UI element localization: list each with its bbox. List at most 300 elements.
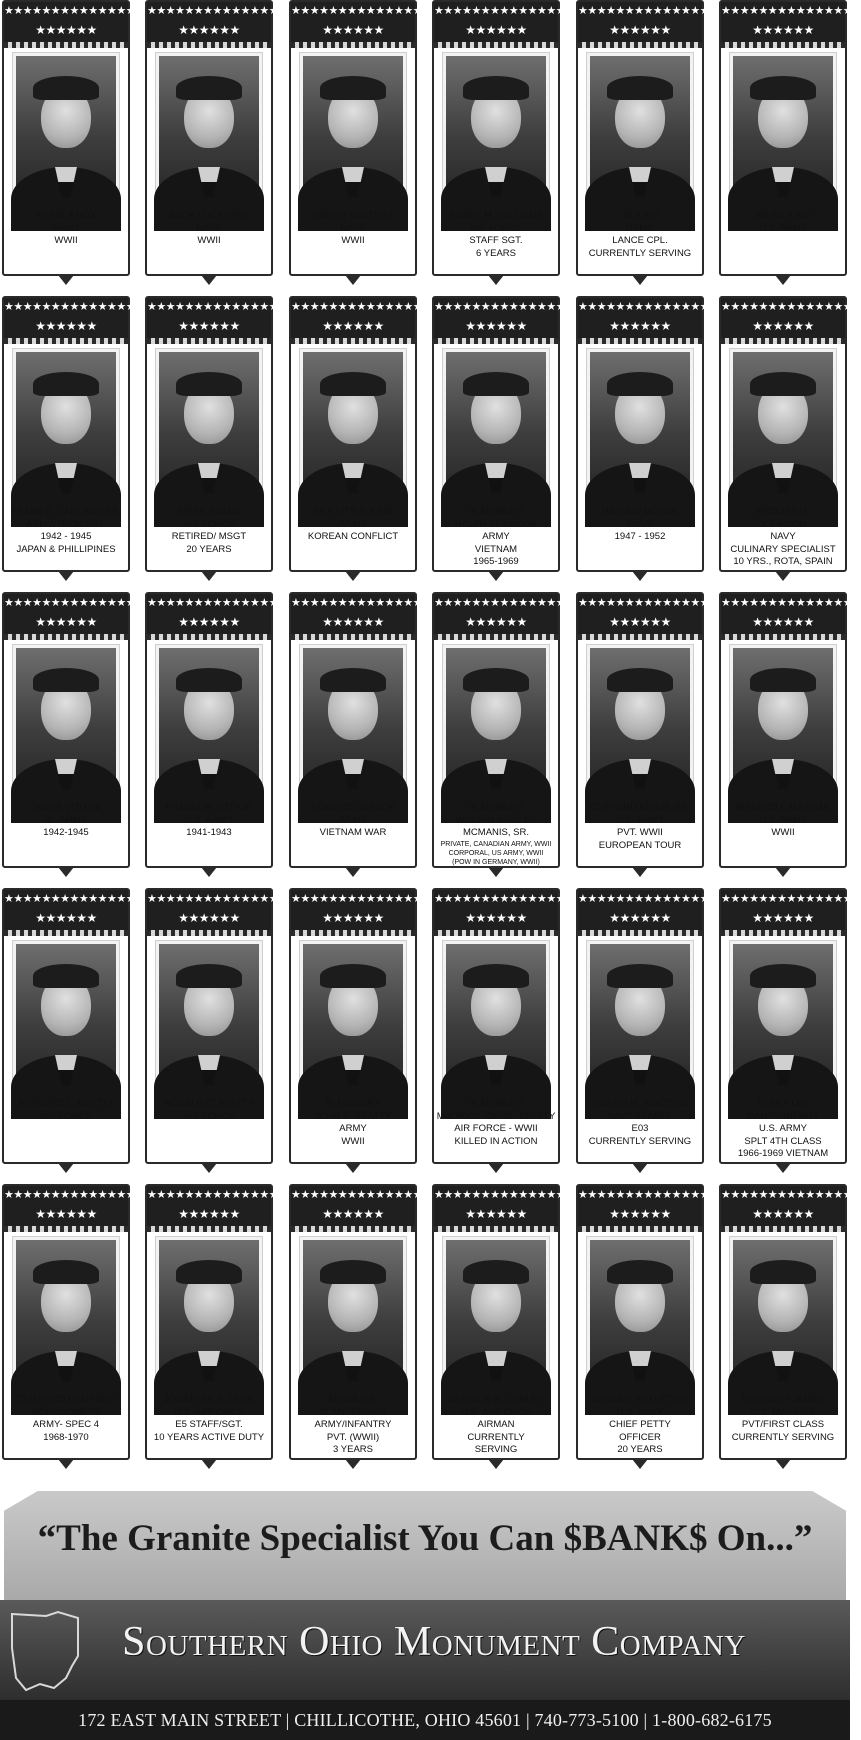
caption-line: JAPAN & PHILLIPINES xyxy=(16,543,116,555)
pennant-tab xyxy=(201,571,217,581)
bunting-trim xyxy=(4,930,128,936)
pennant-tab xyxy=(345,1459,361,1469)
star-row-top: ★★★★★★★★★★★★★★★ xyxy=(578,300,719,313)
veteran-portrait xyxy=(159,944,259,1091)
veteran-portrait xyxy=(590,1240,690,1387)
card-body xyxy=(719,1184,861,1460)
caption-line: 1942-1945 xyxy=(43,827,89,838)
star-row-bottom: ★★★★★★ xyxy=(465,319,527,333)
star-row-bottom: ★★★★★★ xyxy=(35,615,97,629)
star-row-bottom: ★★★★★★ xyxy=(465,911,527,925)
veteran-card xyxy=(145,592,288,878)
veteran-portrait xyxy=(303,56,403,203)
veteran-caption xyxy=(6,506,126,556)
veteran-portrait xyxy=(446,352,546,499)
star-row-bottom: ★★★★★★ xyxy=(35,23,97,37)
caption-line: U.. ARMY xyxy=(45,814,87,826)
star-banner xyxy=(147,298,288,338)
caption-line: LANCE CPL. xyxy=(612,235,668,246)
bunting-trim xyxy=(4,338,128,344)
veteran-card xyxy=(576,592,719,878)
caption-line: CURRENTLY SERVING xyxy=(588,247,692,259)
photo-frame xyxy=(586,52,694,207)
veteran-portrait xyxy=(16,1240,116,1387)
caption-line: 1947 - 1952 xyxy=(614,531,666,542)
caption-line: NAVY xyxy=(196,222,222,234)
caption-line: 10 YRS., ROTA, SPAIN xyxy=(733,556,833,567)
veteran-card xyxy=(289,888,432,1174)
caption-line: U.S. AIRFORCE xyxy=(461,1406,531,1418)
veteran-portrait xyxy=(159,352,259,499)
star-row-top: ★★★★★★★★★★★★★★★ xyxy=(291,892,432,905)
veteran-caption xyxy=(6,1394,126,1444)
star-banner xyxy=(434,594,575,634)
star-row-top: ★★★★★★★★★★★★★★★ xyxy=(4,300,145,313)
caption-line: SERVING xyxy=(474,1444,518,1455)
bunting-trim xyxy=(434,634,558,640)
star-banner xyxy=(291,1186,432,1226)
veteran-caption xyxy=(149,1394,269,1444)
pennant-tab xyxy=(345,1163,361,1173)
veteran-caption xyxy=(149,802,269,840)
caption-line: PVT. WWII xyxy=(617,827,663,838)
photo-frame xyxy=(12,348,120,503)
pennant-tab xyxy=(488,867,504,877)
bunting-trim xyxy=(4,634,128,640)
photo-frame xyxy=(299,1236,407,1391)
veteran-caption xyxy=(436,1098,556,1148)
star-banner xyxy=(4,594,145,634)
caption-line: BUCK LOCKHART xyxy=(168,210,250,221)
caption-line: PVT. (WWII) xyxy=(326,1431,380,1443)
star-row-top: ★★★★★★★★★★★★★★★ xyxy=(291,596,432,609)
caption-line: SPLT 4TH CLASS xyxy=(744,1135,822,1147)
star-row-bottom: ★★★★★★ xyxy=(322,911,384,925)
veteran-card xyxy=(576,888,719,1174)
card-body xyxy=(289,592,432,868)
photo-frame xyxy=(12,1236,120,1391)
pennant-tab xyxy=(201,1163,217,1173)
bunting-trim xyxy=(721,338,845,344)
caption-line: MAURICE “GENE” BEATTY xyxy=(436,1110,556,1122)
pennant-tab xyxy=(775,1459,791,1469)
caption-line: U.S. ARMY xyxy=(184,814,234,826)
card-body xyxy=(2,0,145,276)
veteran-portrait xyxy=(16,56,116,203)
veteran-card xyxy=(719,296,861,582)
veteran-caption xyxy=(293,1098,413,1148)
star-row-bottom: ★★★★★★ xyxy=(178,23,240,37)
star-row-top: ★★★★★★★★★★★★★★★ xyxy=(147,892,288,905)
bunting-trim xyxy=(721,1226,845,1232)
veteran-caption xyxy=(149,506,269,556)
caption-line: CURRENTLY SERVING xyxy=(731,1431,835,1443)
caption-line: ARNOLD E. xyxy=(327,1394,379,1405)
caption-line: U.S. ARMY xyxy=(758,814,808,826)
card-body xyxy=(432,592,575,868)
veteran-caption xyxy=(723,1394,843,1444)
star-row-bottom: ★★★★★★ xyxy=(465,615,527,629)
caption-line: MONTGOMERY xyxy=(30,1406,102,1418)
caption-line: ARMY/TECH SGT. xyxy=(26,518,106,530)
star-banner xyxy=(578,298,719,338)
star-banner xyxy=(578,594,719,634)
pennant-tab xyxy=(58,1459,74,1469)
photo-frame xyxy=(299,644,407,799)
star-row-top: ★★★★★★★★★★★★★★★ xyxy=(721,596,861,609)
star-banner xyxy=(721,298,861,338)
veteran-portrait xyxy=(159,648,259,795)
card-body xyxy=(576,296,719,572)
bunting-trim xyxy=(721,42,845,48)
veteran-card xyxy=(432,1184,575,1470)
caption-line: BLANKENSHIP xyxy=(319,1406,387,1418)
star-row-top: ★★★★★★★★★★★★★★★ xyxy=(434,596,575,609)
star-row-top: ★★★★★★★★★★★★★★★ xyxy=(721,1188,861,1201)
caption-line: CHIEF PETTY xyxy=(609,1419,671,1430)
bunting-trim xyxy=(578,338,702,344)
pennant-tab xyxy=(775,571,791,581)
card-body xyxy=(576,888,719,1164)
veteran-portrait xyxy=(303,944,403,1091)
star-banner xyxy=(4,2,145,42)
star-row-top: ★★★★★★★★★★★★★★★ xyxy=(147,596,288,609)
pennant-tab xyxy=(201,275,217,285)
caption-line: ARMY/INFANTRY xyxy=(314,1419,392,1430)
caption-line: ARMY xyxy=(52,222,80,234)
photo-frame xyxy=(299,52,407,207)
bunting-trim xyxy=(721,930,845,936)
star-row-bottom: ★★★★★★ xyxy=(322,615,384,629)
star-row-bottom: ★★★★★★ xyxy=(178,319,240,333)
caption-line: U.S. MARINES xyxy=(750,1406,816,1418)
bunting-trim xyxy=(578,930,702,936)
veteran-portrait xyxy=(446,648,546,795)
caption-line: EUROPEAN TOUR xyxy=(598,839,682,851)
caption-line: E5 STAFF/SGT. xyxy=(175,1419,243,1430)
card-body xyxy=(145,888,288,1164)
veteran-card xyxy=(289,1184,432,1470)
address-bar xyxy=(0,1700,850,1740)
pennant-tab xyxy=(632,867,648,877)
veteran-caption xyxy=(6,210,126,248)
caption-line: 1968-1970 xyxy=(43,1431,89,1443)
veteran-portrait xyxy=(446,944,546,1091)
veteran-caption xyxy=(436,802,556,867)
caption-line: CULINARY SPECIALIST xyxy=(730,543,836,555)
veteran-portrait xyxy=(733,56,833,203)
photo-frame xyxy=(586,644,694,799)
veteran-caption xyxy=(723,210,843,235)
veteran-portrait xyxy=(733,352,833,499)
photo-frame xyxy=(155,940,263,1095)
caption-line: NAVY xyxy=(770,531,796,542)
caption-line: JOHN R. BEATTY xyxy=(314,1110,392,1122)
caption-line: BROOKS H. xyxy=(756,506,810,517)
caption-line: VIETNAM WAR xyxy=(319,827,387,838)
bunting-trim xyxy=(147,42,271,48)
slogan-panel xyxy=(0,1491,850,1601)
caption-line: WWII xyxy=(771,827,795,838)
veteran-card xyxy=(719,592,861,878)
caption-line: WWII xyxy=(341,235,365,246)
photo-frame xyxy=(299,940,407,1095)
pennant-tab xyxy=(775,1163,791,1173)
caption-line: ARMY- SPEC 4 xyxy=(32,1419,100,1430)
caption-line: 6 YEARS xyxy=(476,247,516,259)
caption-detail-line: PRIVATE, CANADIAN ARMY, WWII xyxy=(440,840,552,848)
veteran-card xyxy=(2,592,145,878)
card-body xyxy=(432,1184,575,1460)
star-row-bottom: ★★★★★★ xyxy=(35,319,97,333)
card-body xyxy=(719,888,861,1164)
veteran-portrait xyxy=(16,944,116,1091)
photo-frame xyxy=(442,644,550,799)
photo-frame xyxy=(442,940,550,1095)
card-body xyxy=(289,1184,432,1460)
caption-line: CURRENTLY xyxy=(467,1431,525,1443)
pennant-tab xyxy=(488,571,504,581)
veteran-card xyxy=(576,0,719,286)
star-banner xyxy=(578,2,719,42)
caption-line: RONALD C. BEATTY xyxy=(163,1098,255,1109)
caption-line: CLIFFORD DEMPSEY xyxy=(17,1394,115,1405)
bunting-trim xyxy=(147,1226,271,1232)
pennant-tab xyxy=(58,571,74,581)
caption-line: NAVY xyxy=(627,518,653,530)
star-row-bottom: ★★★★★★ xyxy=(35,1207,97,1221)
caption-line: 3 YEARS xyxy=(333,1444,373,1455)
star-row-top: ★★★★★★★★★★★★★★★ xyxy=(147,1188,288,1201)
star-row-top: ★★★★★★★★★★★★★★★ xyxy=(4,892,145,905)
star-banner xyxy=(578,890,719,930)
caption-line: FRANK E. CARLSON SR. xyxy=(10,506,122,517)
caption-line: HIBERT WINTERS xyxy=(312,210,394,221)
star-banner xyxy=(578,1186,719,1226)
star-row-top: ★★★★★★★★★★★★★★★ xyxy=(721,4,861,17)
veteran-caption xyxy=(6,802,126,840)
caption-line: USMC xyxy=(626,222,654,234)
caption-line: IN MEMORY xyxy=(325,1098,381,1109)
veteran-caption xyxy=(149,210,269,248)
pennant-tab xyxy=(632,275,648,285)
star-banner xyxy=(721,594,861,634)
caption-line: MICHAEL PELLETIER xyxy=(592,1394,688,1405)
card-body xyxy=(719,0,861,276)
veteran-caption xyxy=(293,210,413,248)
bunting-trim xyxy=(4,1226,128,1232)
star-row-bottom: ★★★★★★ xyxy=(609,319,671,333)
veteran-caption xyxy=(723,1098,843,1161)
card-body xyxy=(289,0,432,276)
company-name: Southern Ohio Monument Company xyxy=(122,1619,746,1665)
star-row-top: ★★★★★★★★★★★★★★★ xyxy=(147,300,288,313)
caption-line: U.S. ARMY xyxy=(758,1123,808,1134)
caption-line: AIR FORCE xyxy=(183,1110,235,1122)
veteran-portrait xyxy=(590,944,690,1091)
caption-line: OFFICER xyxy=(619,1431,661,1443)
star-row-top: ★★★★★★★★★★★★★★★ xyxy=(291,300,432,313)
star-banner xyxy=(434,2,575,42)
photo-frame xyxy=(155,52,263,207)
photo-frame xyxy=(155,1236,263,1391)
caption-line: VIETNAM xyxy=(474,543,518,555)
photo-frame xyxy=(442,52,550,207)
bunting-trim xyxy=(4,42,128,48)
veteran-card xyxy=(432,592,575,878)
card-body xyxy=(289,888,432,1164)
card-body xyxy=(2,296,145,572)
star-banner xyxy=(147,890,288,930)
bunting-trim xyxy=(291,338,415,344)
photo-frame xyxy=(155,348,263,503)
caption-line: REX LITTLEJOHN xyxy=(313,506,393,517)
star-row-bottom: ★★★★★★ xyxy=(178,911,240,925)
caption-line: JAMES VITITOE xyxy=(30,802,102,813)
bunting-trim xyxy=(291,634,415,640)
caption-line: WILLIAM WESLEY xyxy=(455,814,537,826)
veteran-caption xyxy=(436,506,556,569)
caption-detail-line: (POW IN GERMANY, WWII) xyxy=(452,858,540,866)
veteran-caption xyxy=(580,1098,700,1148)
photo-frame xyxy=(729,940,837,1095)
veteran-caption xyxy=(723,802,843,840)
pennant-tab xyxy=(488,1163,504,1173)
photo-frame xyxy=(442,348,550,503)
card-body xyxy=(145,1184,288,1460)
caption-line: CLIFFORD KISOR, SR. xyxy=(589,802,691,813)
caption-line: PVT/FIRST CLASS xyxy=(741,1419,825,1430)
caption-line: DERRICK B. CONLEY xyxy=(447,1394,545,1405)
veteran-portrait xyxy=(446,56,546,203)
veteran-card xyxy=(2,888,145,1174)
caption-line: WWII xyxy=(341,1135,365,1147)
veteran-portrait xyxy=(303,1240,403,1387)
veteran-caption xyxy=(293,506,413,544)
veteran-card xyxy=(145,1184,288,1470)
star-banner xyxy=(434,890,575,930)
caption-line: IN MEMORY xyxy=(468,802,524,813)
card-body xyxy=(719,592,861,868)
star-row-bottom: ★★★★★★ xyxy=(322,319,384,333)
photo-frame xyxy=(12,644,120,799)
veteran-card xyxy=(289,296,432,582)
veteran-portrait xyxy=(16,648,116,795)
bunting-trim xyxy=(578,1226,702,1232)
bunting-trim xyxy=(291,1226,415,1232)
star-row-bottom: ★★★★★★ xyxy=(609,615,671,629)
bunting-trim xyxy=(434,42,558,48)
star-row-bottom: ★★★★★★ xyxy=(609,23,671,37)
pennant-tab xyxy=(632,571,648,581)
caption-line: BRIAN EVANS xyxy=(177,506,241,517)
caption-detail-line: CORPORAL, US ARMY, WWII xyxy=(448,849,544,857)
caption-line: WILLARD CALLAHAN xyxy=(735,802,831,813)
star-banner xyxy=(721,890,861,930)
caption-line: ARMY xyxy=(482,531,510,542)
star-row-top: ★★★★★★★★★★★★★★★ xyxy=(578,4,719,17)
caption-line: IN MEMORY xyxy=(468,1098,524,1109)
star-row-bottom: ★★★★★★ xyxy=(322,23,384,37)
veteran-portrait xyxy=(590,352,690,499)
caption-line: AIR FORCE xyxy=(40,1110,92,1122)
card-body xyxy=(576,0,719,276)
star-banner xyxy=(434,298,575,338)
veteran-card xyxy=(289,0,432,286)
veteran-card xyxy=(2,296,145,582)
veteran-card xyxy=(145,888,288,1174)
caption-line: JOHNSON xyxy=(759,518,807,530)
pennant-tab xyxy=(58,275,74,285)
star-banner xyxy=(434,1186,575,1226)
veteran-portrait xyxy=(733,944,833,1091)
star-row-top: ★★★★★★★★★★★★★★★ xyxy=(578,596,719,609)
caption-line: DUSTIN M. WALTERS xyxy=(591,1098,689,1109)
star-banner xyxy=(147,594,288,634)
star-row-top: ★★★★★★★★★★★★★★★ xyxy=(4,4,145,17)
veteran-card xyxy=(576,1184,719,1470)
star-row-top: ★★★★★★★★★★★★★★★ xyxy=(291,1188,432,1201)
pennant-tab xyxy=(775,867,791,877)
veteran-caption xyxy=(436,210,556,260)
card-body xyxy=(2,592,145,868)
caption-line: NAVY xyxy=(340,222,366,234)
caption-line: CURRENTLY SERVING xyxy=(588,1135,692,1147)
star-row-top: ★★★★★★★★★★★★★★★ xyxy=(578,892,719,905)
caption-line: U.S. AIRFORCE xyxy=(174,1406,244,1418)
photo-frame xyxy=(729,644,837,799)
star-row-bottom: ★★★★★★ xyxy=(609,1207,671,1221)
veteran-caption xyxy=(580,506,700,544)
veteran-card xyxy=(432,0,575,286)
caption-line: AIR FORCE xyxy=(470,222,522,234)
star-row-bottom: ★★★★★★ xyxy=(465,1207,527,1221)
bunting-trim xyxy=(147,338,271,344)
veteran-portrait xyxy=(303,648,403,795)
card-body xyxy=(432,296,575,572)
bunting-trim xyxy=(434,1226,558,1232)
star-row-top: ★★★★★★★★★★★★★★★ xyxy=(578,1188,719,1201)
company-panel xyxy=(0,1600,850,1700)
veteran-card xyxy=(2,1184,145,1470)
caption-line: U.S. ARMY xyxy=(758,222,808,234)
caption-line: PEARL KNOX xyxy=(35,210,97,221)
card-body xyxy=(576,592,719,868)
caption-line: CANTERBERRY xyxy=(747,1110,819,1122)
photo-frame xyxy=(12,940,120,1095)
pennant-tab xyxy=(488,275,504,285)
pennant-tab xyxy=(488,1459,504,1469)
veteran-portrait xyxy=(590,648,690,795)
caption-line: U.S. ARMY xyxy=(615,814,665,826)
caption-line: BERNARD L. BEATTY xyxy=(18,1098,114,1109)
card-body xyxy=(145,296,288,572)
photo-frame xyxy=(729,1236,837,1391)
veteran-portrait xyxy=(446,1240,546,1387)
star-row-bottom: ★★★★★★ xyxy=(752,911,814,925)
photo-frame xyxy=(729,52,837,207)
photo-frame xyxy=(586,1236,694,1391)
star-row-top: ★★★★★★★★★★★★★★★ xyxy=(4,1188,145,1201)
star-row-bottom: ★★★★★★ xyxy=(752,615,814,629)
card-body xyxy=(576,1184,719,1460)
veteran-caption xyxy=(149,1098,269,1123)
address-text: 172 EAST MAIN STREET | CHILLICOTHE, OHIO 45601 | 740-773-5100 | 1-800-682-6175 xyxy=(78,1710,772,1730)
bunting-trim xyxy=(291,930,415,936)
caption-line: HAROLD MORSE xyxy=(601,506,679,517)
caption-line: 10 YEARS ACTIVE DUTY xyxy=(153,1431,265,1443)
card-body xyxy=(719,296,861,572)
